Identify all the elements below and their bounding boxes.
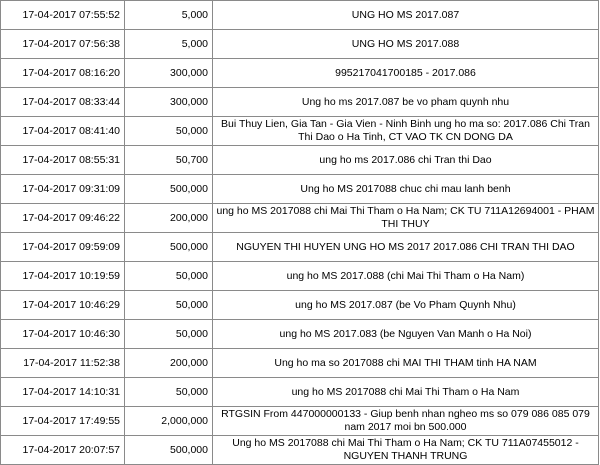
transaction-description: ung ho MS 2017.083 (be Nguyen Van Manh o Ha Noi) <box>213 320 599 349</box>
table-row <box>1 407 599 436</box>
table-row <box>1 349 599 378</box>
transaction-date: 17-04-2017 07:56:38 <box>1 30 125 59</box>
transaction-amount: 50,000 <box>125 291 213 320</box>
donation-table-body <box>1 1 599 465</box>
transaction-date: 17-04-2017 11:52:38 <box>1 349 125 378</box>
table-row <box>1 291 599 320</box>
table-row <box>1 146 599 175</box>
table-row <box>1 233 599 262</box>
transaction-description: ung ho MS 2017088 chi Mai Thi Tham o Ha Nam <box>213 378 599 407</box>
transaction-amount: 200,000 <box>125 204 213 233</box>
transaction-date: 17-04-2017 09:59:09 <box>1 233 125 262</box>
table-row <box>1 378 599 407</box>
transaction-description: Ung ho ms 2017.087 be vo pham quynh nhu <box>213 88 599 117</box>
transaction-date: 17-04-2017 20:07:57 <box>1 436 125 465</box>
transaction-description: ung ho ms 2017.086 chi Tran thi Dao <box>213 146 599 175</box>
transaction-description: RTGSIN From 447000000133 - Giup benh nhan ngheo ms so 079 086 085 079 nam 2017 moi bn 500.000 <box>213 407 599 436</box>
transaction-amount: 5,000 <box>125 30 213 59</box>
transaction-amount: 50,000 <box>125 117 213 146</box>
table-row <box>1 204 599 233</box>
transaction-date: 17-04-2017 08:16:20 <box>1 59 125 88</box>
table-row <box>1 88 599 117</box>
table-row <box>1 320 599 349</box>
transaction-date: 17-04-2017 14:10:31 <box>1 378 125 407</box>
transaction-date: 17-04-2017 07:55:52 <box>1 1 125 30</box>
transaction-amount: 500,000 <box>125 175 213 204</box>
transaction-description: UNG HO MS 2017.087 <box>213 1 599 30</box>
transaction-description: UNG HO MS 2017.088 <box>213 30 599 59</box>
table-row <box>1 30 599 59</box>
transaction-amount: 500,000 <box>125 233 213 262</box>
table-row <box>1 175 599 204</box>
transaction-description: Bui Thuy Lien, Gia Tan - Gia Vien - Ninh Binh ung ho ma so: 2017.086 Chi Tran Thi Dao o Ha Tinh, CT VAO TK CN DONG DA <box>213 117 599 146</box>
table-row <box>1 1 599 30</box>
transaction-date: 17-04-2017 17:49:55 <box>1 407 125 436</box>
transaction-description: ung ho MS 2017088 chi Mai Thi Tham o Ha Nam; CK TU 711A12694001 - PHAM THI THUY <box>213 204 599 233</box>
transaction-description: ung ho MS 2017.088 (chi Mai Thi Tham o Ha Nam) <box>213 262 599 291</box>
table-row <box>1 117 599 146</box>
transaction-description: ung ho MS 2017.087 (be Vo Pham Quynh Nhu) <box>213 291 599 320</box>
transaction-amount: 50,700 <box>125 146 213 175</box>
transaction-description: Ung ho ma so 2017088 chi MAI THI THAM tinh HA NAM <box>213 349 599 378</box>
transaction-amount: 50,000 <box>125 320 213 349</box>
transaction-date: 17-04-2017 08:33:44 <box>1 88 125 117</box>
table-row <box>1 436 599 465</box>
transaction-description: NGUYEN THI HUYEN UNG HO MS 2017 2017.086 CHI TRAN THI DAO <box>213 233 599 262</box>
transaction-amount: 5,000 <box>125 1 213 30</box>
transaction-date: 17-04-2017 09:31:09 <box>1 175 125 204</box>
transaction-date: 17-04-2017 08:55:31 <box>1 146 125 175</box>
transaction-amount: 200,000 <box>125 349 213 378</box>
transaction-amount: 500,000 <box>125 436 213 465</box>
transaction-date: 17-04-2017 10:19:59 <box>1 262 125 291</box>
transaction-date: 17-04-2017 09:46:22 <box>1 204 125 233</box>
transaction-description: Ung ho MS 2017088 chuc chi mau lanh benh <box>213 175 599 204</box>
transaction-date: 17-04-2017 10:46:29 <box>1 291 125 320</box>
transaction-amount: 300,000 <box>125 59 213 88</box>
transaction-amount: 300,000 <box>125 88 213 117</box>
transaction-description: 995217041700185 - 2017.086 <box>213 59 599 88</box>
table-row <box>1 262 599 291</box>
transaction-amount: 2,000,000 <box>125 407 213 436</box>
transaction-date: 17-04-2017 08:41:40 <box>1 117 125 146</box>
table-row <box>1 59 599 88</box>
transaction-amount: 50,000 <box>125 262 213 291</box>
transaction-date: 17-04-2017 10:46:30 <box>1 320 125 349</box>
transaction-description: Ung ho MS 2017088 chi Mai Thi Tham o Ha Nam; CK TU 711A07455012 - NGUYEN THANH TRUNG <box>213 436 599 465</box>
transaction-amount: 50,000 <box>125 378 213 407</box>
